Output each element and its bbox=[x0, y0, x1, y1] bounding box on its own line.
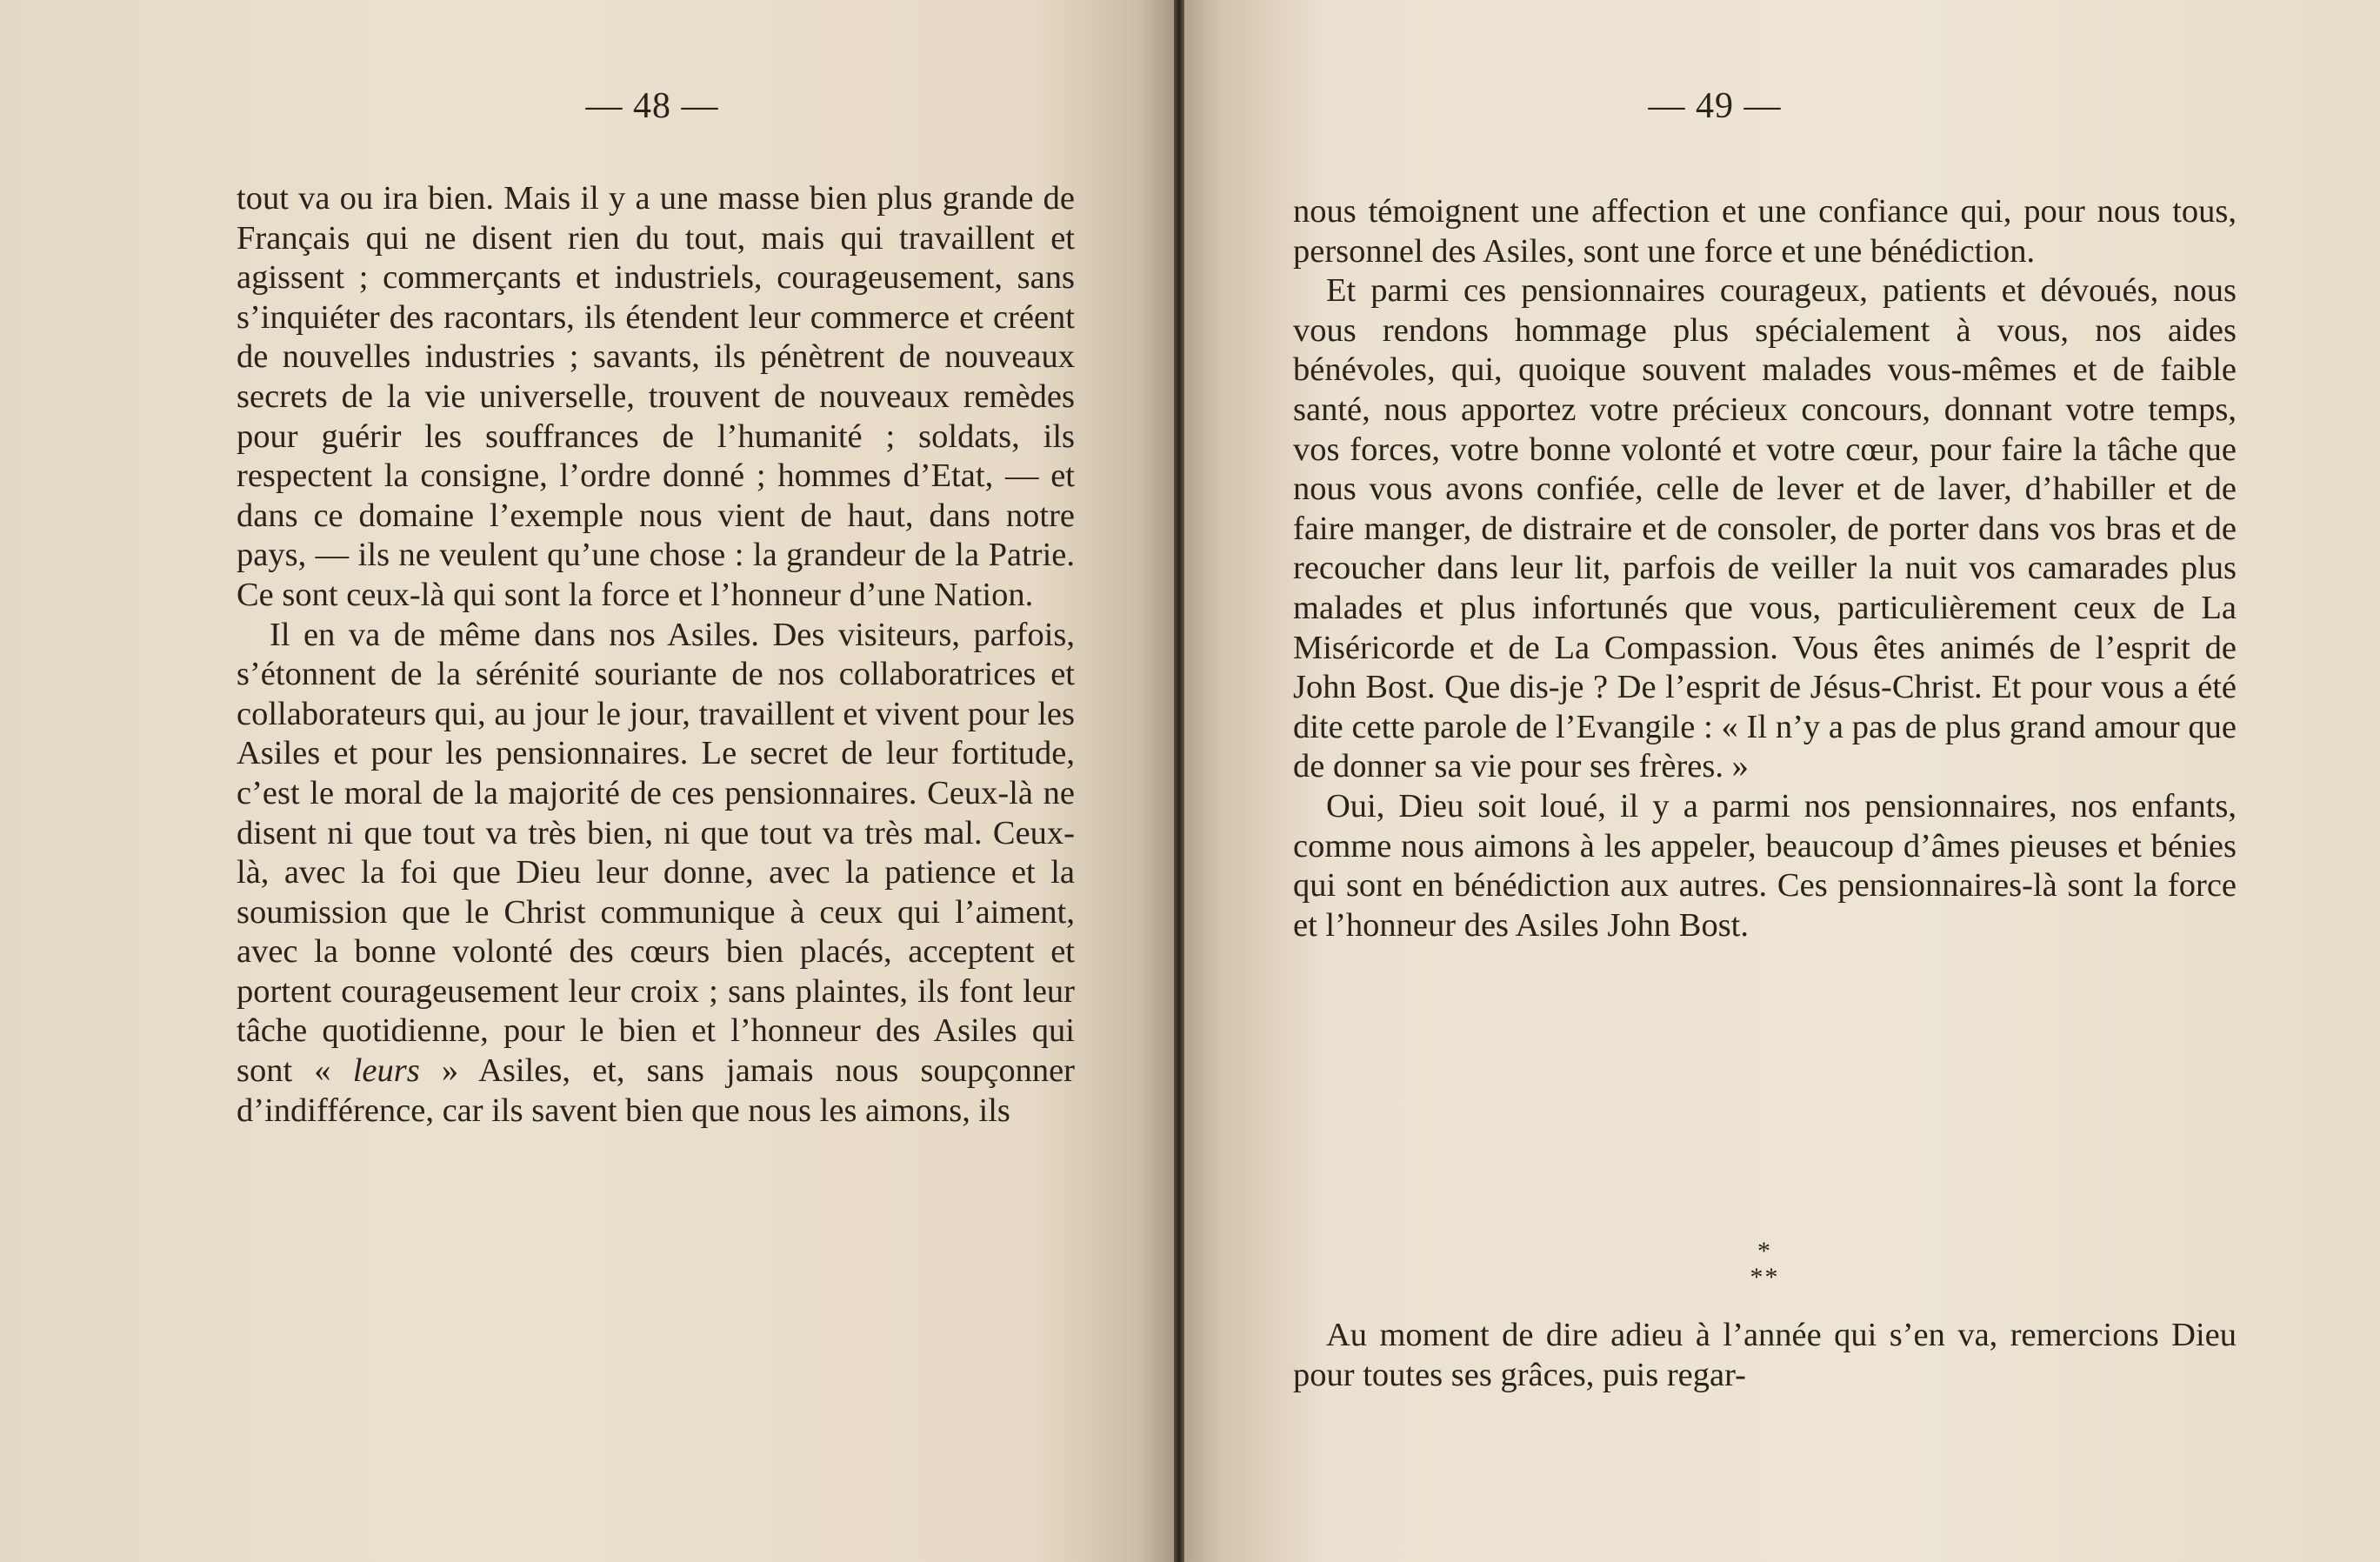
left-page-text bbox=[237, 179, 1075, 1131]
paragraph: tout va ou ira bien. Mais il y a une masse bien plus grande de Français qui ne disent rien du tout, mais qui travaillent et agissent ; commerçants et industriels, courageusement, sans s’inquiéter des racontars, ils étendent leur commerce et créent de nouvelles industries ; savants, ils pénètrent de nouveaux secrets de la vie universelle, trouvent de nouveaux remèdes pour guérir les souffrances de l’humanité ; soldats, ils respectent la consigne, l’ordre donné ; hommes d’Etat, — et dans ce domaine l’exemple nous vient de haut, dans notre pays, — ils ne veulent qu’une chose : la grandeur de la Patrie. Ce sont ceux-là qui sont la force et l’honneur d’une Nation. bbox=[237, 180, 1075, 613]
page-number: — 49 — bbox=[1648, 86, 1782, 126]
page-number: — 48 — bbox=[585, 86, 719, 126]
paragraph bbox=[237, 616, 1075, 1131]
asterism-ornament bbox=[1293, 1238, 2237, 1291]
asterism-bottom: ** bbox=[1750, 1263, 1780, 1292]
right-page bbox=[1184, 0, 2380, 1562]
paragraph: Oui, Dieu soit loué, il y a parmi nos pensionnaires, nos enfants, comme nous aimons à les appeler, beaucoup d’âmes pieuses et bénies qui sont en bénédiction aux autres. Ces pensionnaires-là sont la force et l’honneur des Asiles John Bost. bbox=[1293, 787, 2237, 944]
left-page bbox=[0, 0, 1174, 1562]
paragraph: Et parmi ces pensionnaires courageux, patients et dévoués, nous vous rendons hommage plus spécialement à vous, nos aides bénévoles, qui, quoique souvent malades vous-mêmes et de faible santé, nous apportez votre précieux concours, donnant votre temps, vos forces, votre bonne volonté et votre cœur, pour faire la tâche que nous vous avons confiée, celle de lever et de laver, d’habiller et de faire manger, de distraire et de consoler, de porter dans vos bras et de recoucher dans leur lit, parfois de veiller la nuit vos camarades plus malades et plus infortunés que vous, particulièrement ceux de La Miséricorde et de La Compassion. Vous êtes animés de l’esprit de John Bost. Que dis-je ? De l’esprit de Jésus-Christ. Et pour vous a été dite cette parole de l’Evangile : « Il n’y a pas de plus grand amour que de donner sa vie pour ses frères. » bbox=[1293, 272, 2237, 785]
paragraph: nous témoignent une affection et une confiance qui, pour nous tous, personnel des Asiles, sont une force et une bénédiction. bbox=[1293, 193, 2237, 270]
paragraph-text: » Asiles, et, sans jamais nous soupçonner d’indifférence, car ils savent bien que nous les aimons, ils bbox=[237, 1052, 1075, 1129]
book-gutter bbox=[1174, 0, 1184, 1562]
paragraph-text: Il en va de même dans nos Asiles. Des visiteurs, parfois, s’étonnent de la sérénité souriante de nos collaboratrices et collaborateurs qui, au jour le jour, travaillent et vivent pour les Asiles et pour les pensionnaires. Le secret de leur fortitude, c’est le moral de la majorité de ces pensionnaires. Ceux-là ne disent ni que tout va très bien, ni que tout va très mal. Ceux-là, avec la foi que Dieu leur donne, avec la patience et la soumission que le Christ communique à ceux qui l’aiment, avec la bonne volonté des cœurs bien placés, acceptent et portent courageusement leur croix ; sans plaintes, ils font leur tâche quotidienne, pour le bien et l’honneur des Asiles qui sont « bbox=[237, 616, 1075, 1090]
asterism-top: * bbox=[1757, 1237, 1772, 1265]
italic-word: leurs bbox=[352, 1052, 420, 1090]
right-page-text bbox=[1293, 192, 2237, 945]
closing-text bbox=[1293, 1316, 2237, 1395]
paragraph: Au moment de dire adieu à l’année qui s’en va, remercions Dieu pour toutes ses grâces, puis regar- bbox=[1293, 1317, 2237, 1393]
